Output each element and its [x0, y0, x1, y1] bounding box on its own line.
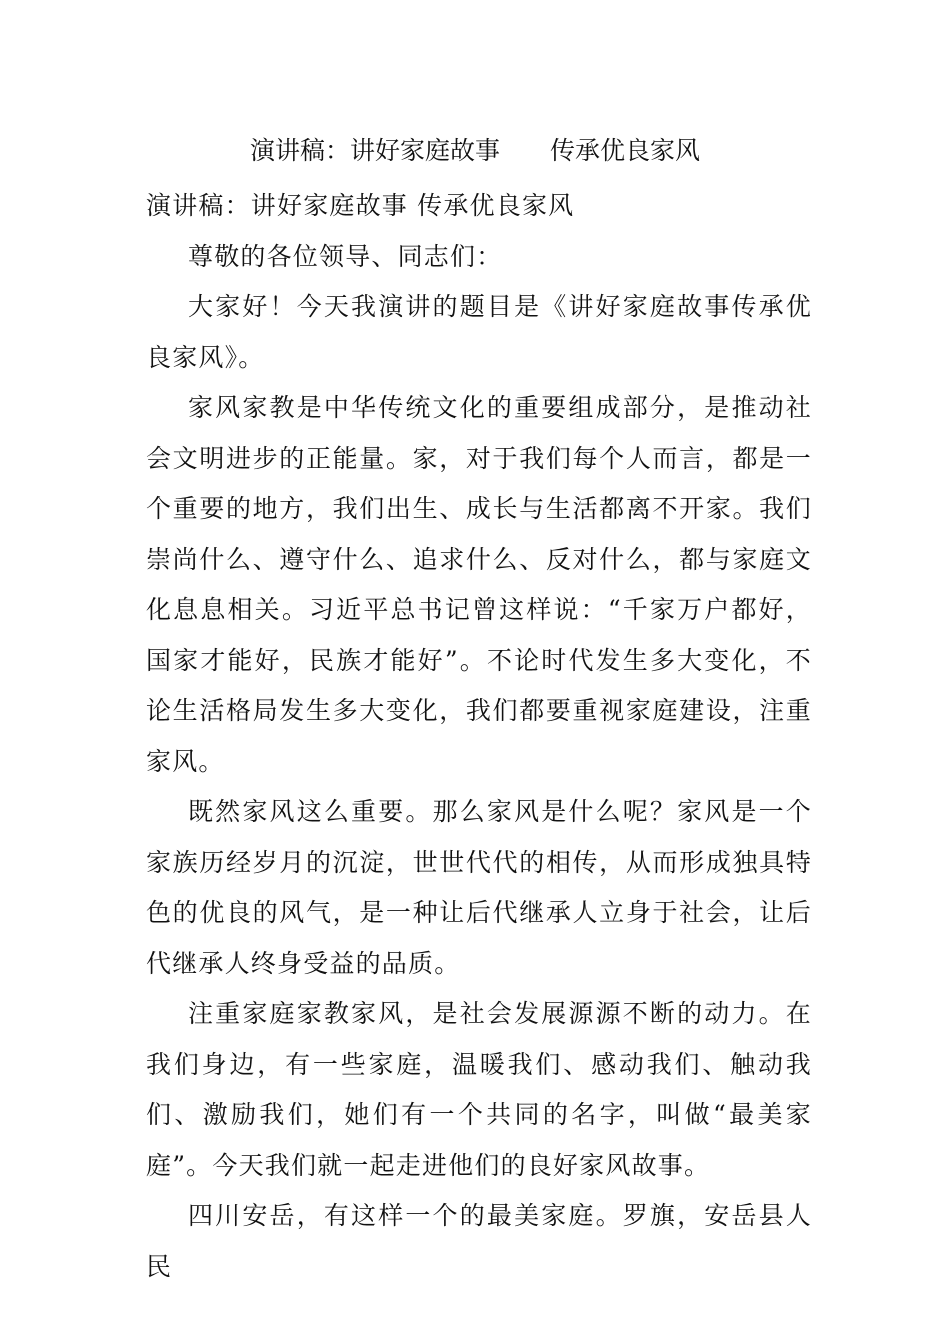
paragraph-best-families: 注重家庭家教家风，是社会发展源源不断的动力。在我们身边，有一些家庭，温暖我们、感动我们、触动我们、激励我们，她们有一个共同的名字，叫做“最美家庭”。今天我们就一起走进他们的良好家风故事。: [146, 999, 812, 1180]
paragraph-greeting: 尊敬的各位领导、同志们：: [188, 241, 503, 271]
document-body: [146, 181, 812, 1292]
paragraph-family-tradition: 家风家教是中华传统文化的重要组成部分，是推动社会文明进步的正能量。家，对于我们每个人而言，都是一个重要的地方，我们出生、成长与生活都离不开家。我们崇尚什么、遵守什么、追求什么、反对什么，都与家庭文化息息相关。习近平总书记曾这样说：“千家万户都好，国家才能好，民族才能好”。不论时代发生多大变化，不论生活格局发生多大变化，我们都要重视家庭建设，注重家风。: [146, 393, 812, 776]
paragraph-intro: 大家好！今天我演讲的题目是《讲好家庭故事传承优良家风》。: [146, 292, 812, 372]
paragraph-anyue-story: 四川安岳，有这样一个的最美家庭。罗旗，安岳县人民: [146, 1201, 812, 1281]
document-subtitle: 演讲稿：讲好家庭故事 传承优良家风: [146, 191, 575, 220]
paragraph-what-is-family-style: 既然家风这么重要。那么家风是什么呢？家风是一个家族历经岁月的沉淀，世世代代的相传，从而形成独具特色的优良的风气，是一种让后代继承人立身于社会，让后代继承人终身受益的品质。: [146, 797, 812, 978]
document-title: 演讲稿：讲好家庭故事 传承优良家风: [249, 136, 700, 165]
